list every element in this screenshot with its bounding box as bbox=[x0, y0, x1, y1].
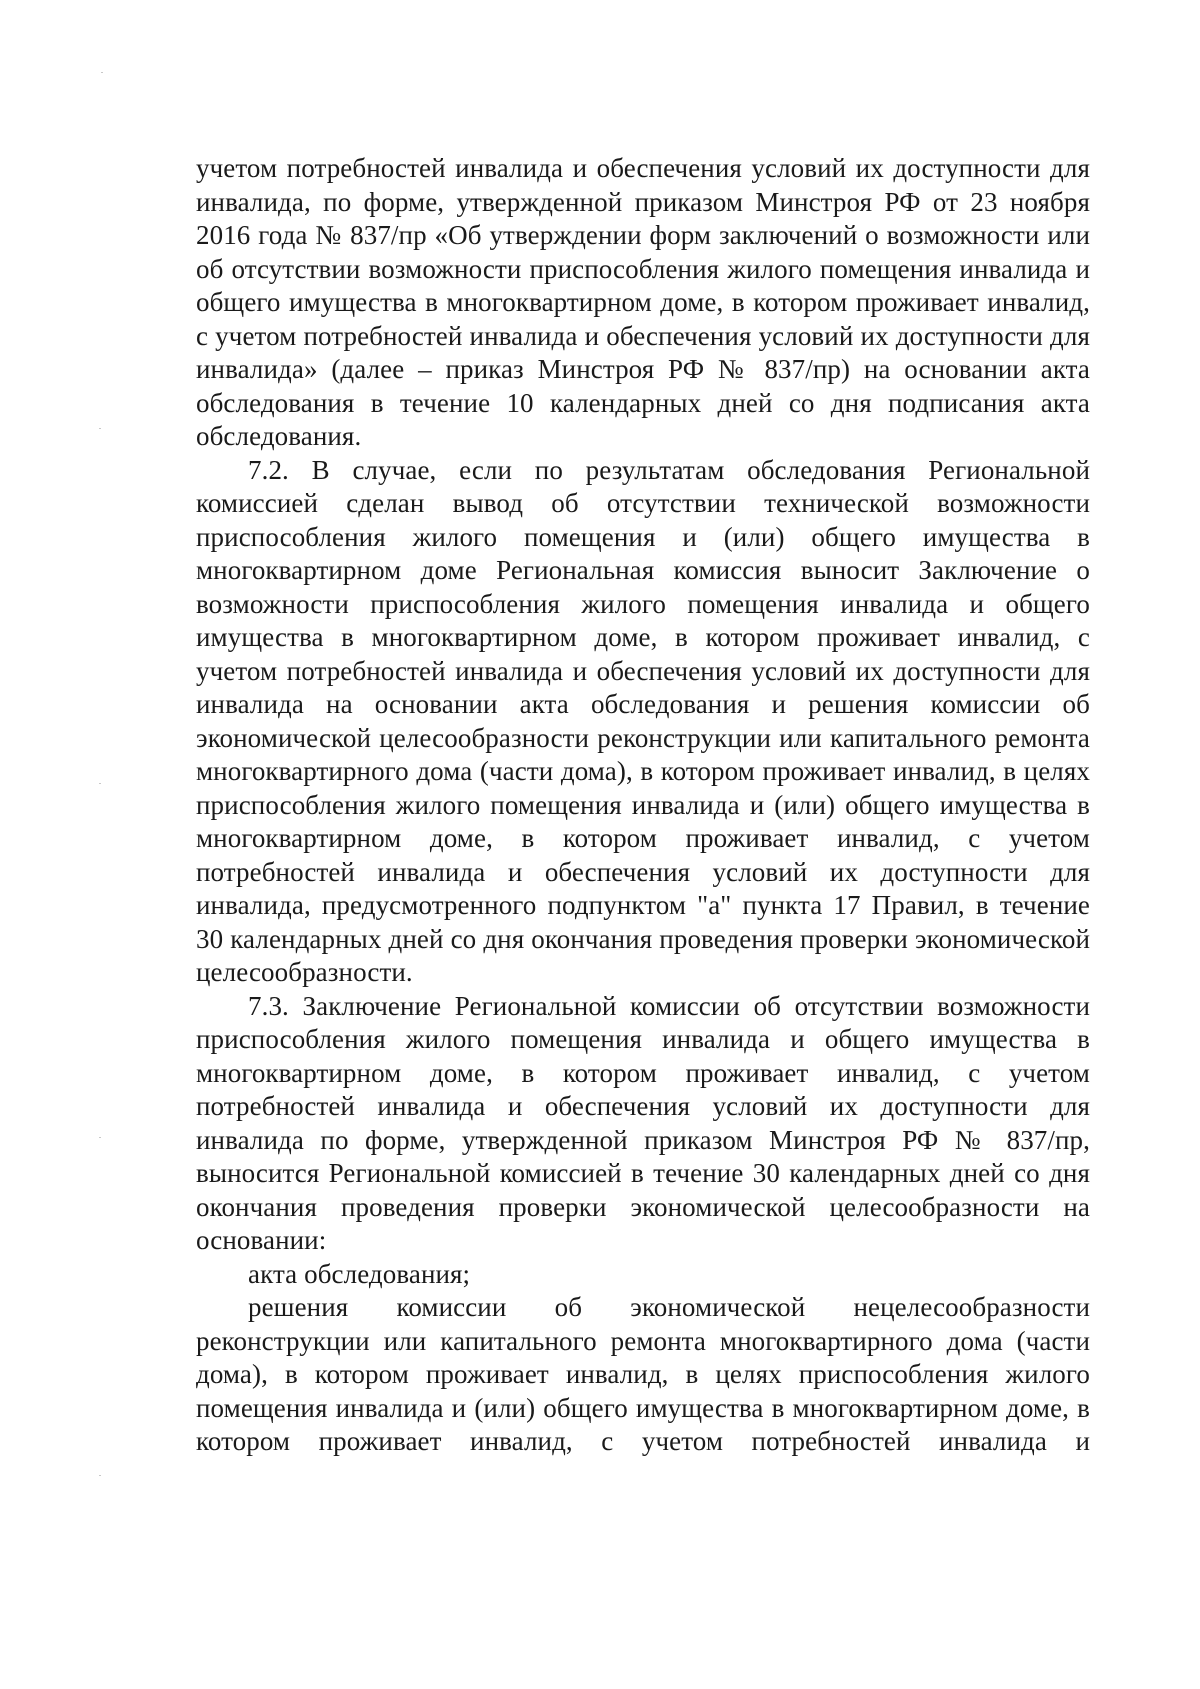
paragraph-continuation: учетом потребностей инвалида и обеспечения условий их доступности для инвалида, по форме, утвержденной приказом Минстроя РФ от 23 ноября 2016 года № 837/пр «Об утверждении форм заключений о возможности или об отсутствии возможности приспособления жилого помещения инвалида и общего имущества в многоквартирном доме, в котором проживает инвалид, с учетом потребностей инвалида и обеспечения условий их доступности для инвалида» (далее – приказ Минстроя РФ № 837/пр) на основании акта обследования в течение 10 календарных дней со дня подписания акта обследования. bbox=[196, 153, 1090, 451]
paragraph-7-3: 7.3. Заключение Региональной комиссии об отсутствии возможности приспособления жилого помещения инвалида и общего имущества в многоквартирном доме, в котором проживает инвалид, с учетом потребностей инвалида и обеспечения условий их доступности для инвалида по форме, утвержденной приказом Минстроя РФ № 837/пр, выносится Региональной комиссией в течение 30 календарных дней со дня окончания проведения проверки экономической целесообразности на основании: bbox=[196, 990, 1090, 1255]
document-body bbox=[196, 152, 1090, 1459]
list-item-commission-decision: решения комиссии об экономической нецелесообразности реконструкции или капитального ремонта многоквартирного дома (части дома), в котором проживает инвалид, в целях приспособления жилого помещения инвалида и (или) общего имущества в многоквартирном доме, в котором проживает инвалид, с учетом потребностей инвалида и bbox=[196, 1292, 1090, 1456]
paragraph-7-2: 7.2. В случае, если по результатам обследования Региональной комиссией сделан вывод об отсутствии технической возможности приспособления жилого помещения и (или) общего имущества в многоквартирном доме Региональная комиссия выносит Заключение о возможности приспособления жилого помещения инвалида и общего имущества в многоквартирном доме, в котором проживает инвалид, с учетом потребностей инвалида и обеспечения условий их доступности для инвалида на основании акта обследования и решения комиссии об экономической целесообразности реконструкции или капитального ремонта многоквартирного дома (части дома), в котором проживает инвалид, в целях приспособления жилого помещения инвалида и (или) общего имущества в многоквартирном доме, в котором проживает инвалид, с учетом потребностей инвалида и обеспечения условий их доступности для инвалида, предусмотренного подпунктом "а" пункта 17 Правил, в течение 30 календарных дней со дня окончания проведения проверки экономической целесообразности. bbox=[196, 454, 1090, 987]
list-item-inspection-act: акта обследования; bbox=[248, 1258, 471, 1289]
scan-speck bbox=[101, 72, 103, 73]
scan-speck bbox=[99, 428, 101, 429]
scan-speck bbox=[99, 1137, 101, 1138]
scan-speck bbox=[99, 783, 101, 784]
scan-speck bbox=[99, 1475, 101, 1476]
